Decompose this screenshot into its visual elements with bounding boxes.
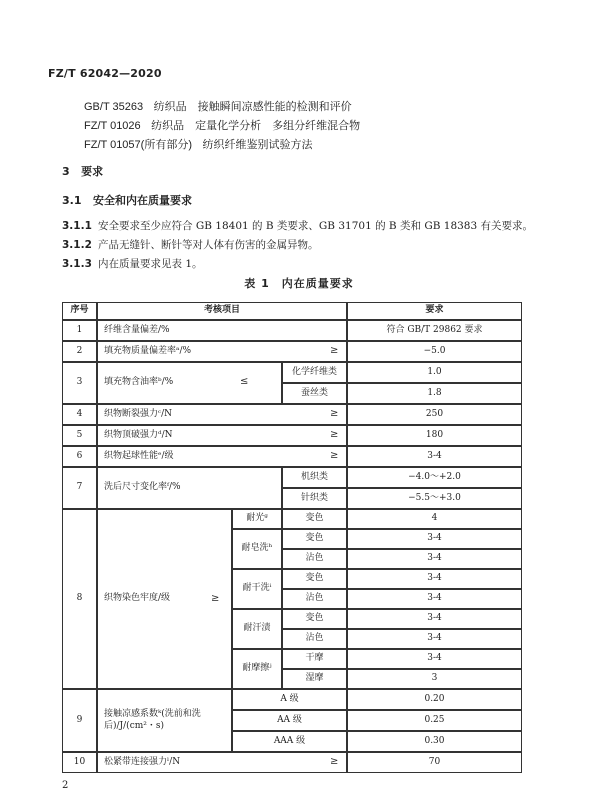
row-seq: 3 bbox=[62, 362, 97, 404]
row-item: 织物染色牢度/级 bbox=[97, 509, 232, 689]
row-seq: 1 bbox=[62, 320, 97, 341]
clause-number: 3.1.3 bbox=[62, 258, 92, 270]
row-requirement: 70 bbox=[347, 752, 522, 773]
row-requirement: 3-4 bbox=[347, 529, 522, 549]
row-requirement: −5.0 bbox=[347, 341, 522, 362]
clause-3-1-3 bbox=[62, 256, 203, 271]
row-seq: 9 bbox=[62, 689, 97, 752]
row-requirement: 3-4 bbox=[347, 649, 522, 669]
row-item: 织物断裂强力ᶜ/N bbox=[97, 404, 347, 425]
row-subitem: 蚕丝类 bbox=[282, 383, 347, 404]
row-subitem: 变色 bbox=[282, 509, 347, 529]
row-subitem: 针织类 bbox=[282, 488, 347, 509]
reference-code: GB/T 35263 bbox=[84, 101, 144, 113]
row-requirement: 1.0 bbox=[347, 362, 522, 383]
fastness-wash: 耐皂洗ʰ bbox=[232, 529, 282, 569]
row-item bbox=[97, 689, 232, 752]
row-seq: 6 bbox=[62, 446, 97, 467]
ge-symbol: ≥ bbox=[330, 429, 339, 440]
row-subitem: 湿摩 bbox=[282, 669, 347, 689]
row-requirement: 3-4 bbox=[347, 549, 522, 569]
row-requirement: 3 bbox=[347, 669, 522, 689]
reference-code: FZ/T 01026 bbox=[84, 120, 141, 132]
row-subitem: 化学纤维类 bbox=[282, 362, 347, 383]
row-seq: 10 bbox=[62, 752, 97, 773]
grade-label: AA 级 bbox=[232, 710, 347, 731]
row-requirement: −5.5～+3.0 bbox=[347, 488, 522, 509]
clause-3-1-2 bbox=[62, 237, 319, 252]
row-subitem: 机织类 bbox=[282, 467, 347, 488]
le-symbol: ≤ bbox=[240, 376, 249, 387]
row-seq: 8 bbox=[62, 509, 97, 689]
fastness-rubbing: 耐摩擦ʲ bbox=[232, 649, 282, 689]
header-seq: 序号 bbox=[62, 302, 97, 320]
section-title: 要求 bbox=[81, 165, 104, 178]
row-item: 织物顶破强力ᵈ/N bbox=[97, 425, 347, 446]
section-title: 安全和内在质量要求 bbox=[93, 194, 192, 207]
page-number: 2 bbox=[62, 780, 69, 791]
clause-text: 内在质量要求见表 1。 bbox=[98, 258, 203, 270]
fastness-dry-clean: 耐干洗ⁱ bbox=[232, 569, 282, 609]
reference-title: 纺织品 定量化学分析 多组分纤维混合物 bbox=[151, 119, 361, 132]
row-subitem: 干摩 bbox=[282, 649, 347, 669]
row-subitem: 变色 bbox=[282, 529, 347, 549]
reference-title: 纺织品 接触瞬间凉感性能的检测和评价 bbox=[153, 100, 352, 113]
row-subitem: 变色 bbox=[282, 569, 347, 589]
clause-3-1-1 bbox=[62, 218, 533, 233]
standard-code: FZ/T 62042—2020 bbox=[48, 67, 162, 80]
row-requirement: 3-4 bbox=[347, 589, 522, 609]
row-seq: 2 bbox=[62, 341, 97, 362]
row-requirement: 3-4 bbox=[347, 569, 522, 589]
table-caption: 表 1 内在质量要求 bbox=[244, 277, 354, 290]
row-requirement: −4.0～+2.0 bbox=[347, 467, 522, 488]
row-requirement: 3-4 bbox=[347, 609, 522, 629]
row-requirement: 0.25 bbox=[347, 710, 522, 731]
row-item: 织物起球性能ᵉ/级 bbox=[97, 446, 347, 467]
header-item: 考核项目 bbox=[97, 302, 347, 320]
fastness-perspiration: 耐汗渍 bbox=[232, 609, 282, 649]
fastness-light: 耐光ᵍ bbox=[232, 509, 282, 529]
clause-text: 产品无缝针、断针等对人体有伤害的金属异物。 bbox=[98, 239, 319, 251]
row-subitem: 沾色 bbox=[282, 549, 347, 569]
row-requirement: 250 bbox=[347, 404, 522, 425]
row-item: 填充物含油率ᵇ/% bbox=[97, 362, 282, 404]
ge-symbol: ≥ bbox=[330, 408, 339, 419]
section-number: 3.1 bbox=[62, 194, 82, 207]
row-item-line: 接触凉感系数ᵏ(洗前和洗 bbox=[104, 708, 201, 719]
row-seq: 7 bbox=[62, 467, 97, 509]
section-3-1-heading bbox=[62, 192, 192, 208]
row-subitem: 沾色 bbox=[282, 589, 347, 609]
reference-item bbox=[84, 98, 352, 114]
row-subitem: 变色 bbox=[282, 609, 347, 629]
reference-item bbox=[84, 136, 313, 152]
row-requirement: 0.20 bbox=[347, 689, 522, 710]
row-item: 纤维含量偏差/% bbox=[97, 320, 347, 341]
row-requirement: 1.8 bbox=[347, 383, 522, 404]
clause-number: 3.1.1 bbox=[62, 220, 92, 232]
reference-item bbox=[84, 117, 360, 133]
reference-code: FZ/T 01057(所有部分) bbox=[84, 139, 192, 151]
row-item-line: 后)/J/(cm²・s) bbox=[104, 720, 165, 731]
row-item: 松紧带连接强力ˡ/N bbox=[97, 752, 347, 773]
clause-number: 3.1.2 bbox=[62, 239, 92, 251]
row-seq: 4 bbox=[62, 404, 97, 425]
row-requirement: 3-4 bbox=[347, 629, 522, 649]
reference-title: 纺织纤维鉴别试验方法 bbox=[202, 138, 313, 151]
row-requirement: 180 bbox=[347, 425, 522, 446]
row-requirement: 4 bbox=[347, 509, 522, 529]
header-requirement: 要求 bbox=[347, 302, 522, 320]
ge-symbol: ≥ bbox=[330, 450, 339, 461]
row-requirement: 0.30 bbox=[347, 731, 522, 752]
ge-symbol: ≥ bbox=[330, 345, 339, 356]
row-requirement: 符合 GB/T 29862 要求 bbox=[347, 320, 522, 341]
row-seq: 5 bbox=[62, 425, 97, 446]
row-subitem: 沾色 bbox=[282, 629, 347, 649]
grade-label: A 级 bbox=[232, 689, 347, 710]
ge-symbol: ≥ bbox=[211, 593, 220, 604]
section-number: 3 bbox=[62, 165, 70, 178]
grade-label: AAA 级 bbox=[232, 731, 347, 752]
row-item: 填充物质量偏差率ᵃ/% bbox=[97, 341, 347, 362]
clause-text: 安全要求至少应符合 GB 18401 的 B 类要求、GB 31701 的 B 类和 GB 18383 有关要求。 bbox=[98, 220, 534, 232]
row-item: 洗后尺寸变化率ᶠ/% bbox=[97, 467, 282, 509]
row-requirement: 3-4 bbox=[347, 446, 522, 467]
section-3-heading bbox=[62, 163, 103, 179]
ge-symbol: ≥ bbox=[330, 756, 339, 767]
